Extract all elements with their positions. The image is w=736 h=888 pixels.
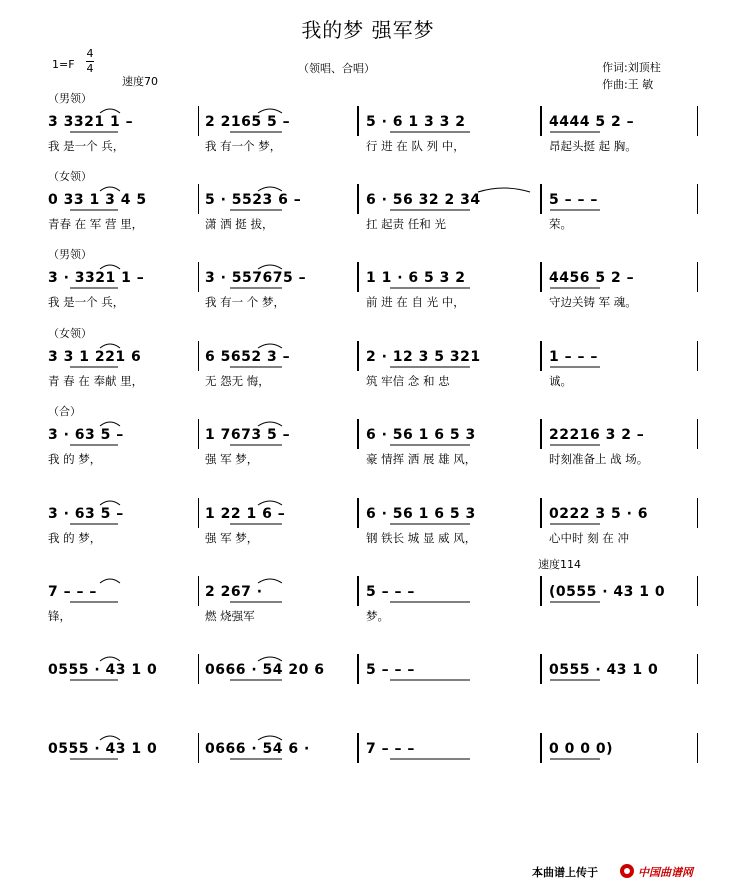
measure-notes: 5 – – –: [366, 662, 415, 678]
measure-lyrics: 筑 牢信 念 和 忠: [366, 374, 450, 388]
slur-arc: [100, 657, 120, 661]
lyricist-credit: 作词:刘顶柱: [602, 61, 661, 74]
bar-line: [540, 576, 542, 606]
measure-lyrics: 青春 在 军 营 里，: [48, 217, 144, 231]
bar-line: [198, 106, 199, 136]
tempo-change: 速度114: [538, 558, 581, 571]
bar-line: [198, 419, 199, 449]
measure-notes: 6 · 56 32 2 34: [366, 192, 481, 208]
measure-notes: 4444 5 2 –: [549, 114, 635, 130]
measure-notes: 7 – – –: [48, 584, 97, 600]
slur-arc: [478, 188, 530, 192]
measure-notes: 5 – – –: [366, 584, 415, 600]
bar-line: [540, 262, 542, 292]
bar-line: [198, 262, 199, 292]
measure-notes: 1 22 1 6 –: [205, 506, 286, 522]
footer-site-name: 中国曲谱网: [638, 866, 693, 879]
measure-lyrics: 我 的 梦，: [48, 531, 102, 545]
bar-line: [357, 262, 359, 292]
composer-credit: 作曲:王 敏: [602, 78, 654, 91]
measure-notes: 1 7673 5 –: [205, 427, 291, 443]
measure-lyrics: 荣。: [549, 217, 572, 231]
bar-line: [697, 184, 698, 214]
bar-line: [540, 106, 542, 136]
measure-notes: 3 3321 1 –: [48, 114, 134, 130]
measure-notes: (0555 · 43 1 0: [549, 584, 666, 600]
bar-line: [357, 106, 359, 136]
measure-lyrics: 我 有一 个 梦，: [205, 295, 285, 309]
slur-arc: [100, 109, 120, 113]
measure-lyrics: 梦。: [366, 609, 389, 623]
bar-line: [198, 654, 199, 684]
measure-notes: 3 · 3321 1 –: [48, 270, 145, 286]
time-signature-top: 4: [86, 47, 94, 60]
slur-arc: [258, 109, 282, 113]
measure-notes: 2 · 12 3 5 321: [366, 349, 481, 365]
measure-notes: 5 · 6 1 3 3 2: [366, 114, 466, 130]
measure-lyrics: 强 军 梦，: [205, 531, 259, 545]
measure-lyrics: 扛 起责 任和 光: [366, 217, 446, 231]
bar-line: [697, 733, 698, 763]
measure-notes: 5 · 5523 6 –: [205, 192, 302, 208]
measure-lyrics: 守边关铸 军 魂。: [549, 295, 637, 309]
measure-lyrics: 强 军 梦，: [205, 452, 259, 466]
measure-notes: 0222 3 5 · 6: [549, 506, 649, 522]
measure-lyrics: 诚。: [549, 374, 572, 388]
section-label: （女领）: [48, 327, 92, 340]
bar-line: [357, 341, 359, 371]
bar-line: [357, 184, 359, 214]
measure-lyrics: 心中时 刻 在 冲: [549, 531, 629, 545]
measure-lyrics: 我 有一个 梦，: [205, 139, 282, 153]
slur-arc: [258, 187, 282, 191]
measure-notes: 1 – – –: [549, 349, 598, 365]
measure-notes: 0555 · 43 1 0: [48, 741, 158, 757]
slur-arc: [258, 579, 282, 583]
bar-line: [540, 341, 542, 371]
measure-notes: 0 33 1 3 4 5: [48, 192, 147, 208]
bar-line: [697, 341, 698, 371]
slur-arc: [100, 344, 120, 348]
site-logo-icon: [620, 864, 634, 878]
bar-line: [540, 654, 542, 684]
measure-notes: 6 · 56 1 6 5 3: [366, 506, 476, 522]
slur-arc: [100, 187, 120, 191]
tempo-marking: 速度70: [122, 75, 158, 88]
key-signature: 1=F: [52, 58, 75, 71]
measure-notes: 2 2165 5 –: [205, 114, 291, 130]
bar-line: [198, 341, 199, 371]
measure-lyrics: 我 是一个 兵，: [48, 295, 125, 309]
slur-arc: [258, 344, 282, 348]
measure-lyrics: 青 春 在 奉献 里，: [48, 374, 144, 388]
measure-notes: 1 1 · 6 5 3 2: [366, 270, 466, 286]
measure-notes: 7 – – –: [366, 741, 415, 757]
measure-notes: 3 · 63 5 –: [48, 506, 124, 522]
slur-arc: [100, 265, 120, 269]
measure-lyrics: 钢 铁长 城 显 威 风，: [366, 531, 477, 545]
bar-line: [540, 498, 542, 528]
measure-lyrics: 锋，: [48, 609, 71, 623]
bar-line: [697, 106, 698, 136]
measure-lyrics: 无 怨无 悔，: [205, 374, 270, 388]
bar-line: [198, 498, 199, 528]
measure-notes: 22216 3 2 –: [549, 427, 645, 443]
slur-arc: [100, 422, 120, 426]
section-label: （合）: [48, 405, 81, 418]
bar-line: [357, 733, 359, 763]
measure-lyrics: 时刻准备上 战 场。: [549, 452, 649, 466]
time-signature-bottom: 4: [86, 62, 94, 75]
bar-line: [198, 576, 199, 606]
bar-line: [540, 184, 542, 214]
slur-arc: [258, 422, 282, 426]
measure-lyrics: 潇 洒 挺 拔，: [205, 217, 274, 231]
slur-arc: [100, 579, 120, 583]
measure-notes: 0555 · 43 1 0: [549, 662, 659, 678]
measure-notes: 2 267 ·: [205, 584, 263, 600]
measure-notes: 6 · 56 1 6 5 3: [366, 427, 476, 443]
slur-arc: [258, 265, 282, 269]
section-label: （女领）: [48, 170, 92, 183]
slur-arc: [258, 657, 282, 661]
measure-lyrics: 昂起头挺 起 胸。: [549, 139, 637, 153]
measure-lyrics: 前 进 在 自 光 中，: [366, 295, 465, 309]
measure-lyrics: 燃 烧强军: [205, 609, 255, 623]
measure-lyrics: 行 进 在 队 列 中，: [366, 139, 465, 153]
song-title: 我的梦 强军梦: [301, 18, 435, 42]
bar-line: [540, 733, 542, 763]
measure-notes: 0666 · 54 6 ·: [205, 741, 310, 757]
bar-line: [357, 419, 359, 449]
measure-lyrics: 我 是一个 兵，: [48, 139, 125, 153]
measure-notes: 3 · 557675 –: [205, 270, 307, 286]
bar-line: [697, 654, 698, 684]
slur-arc: [258, 501, 282, 505]
measure-notes: 3 · 63 5 –: [48, 427, 124, 443]
bar-line: [357, 576, 359, 606]
footer-upload-text: 本曲谱上传于: [532, 866, 598, 879]
measure-notes: 6 5652 3 –: [205, 349, 291, 365]
measure-notes: 0666 · 54 20 6: [205, 662, 325, 678]
measure-notes: 4456 5 2 –: [549, 270, 635, 286]
slur-arc: [100, 501, 120, 505]
time-signature: [82, 48, 98, 75]
bar-line: [697, 498, 698, 528]
bar-line: [357, 654, 359, 684]
performance-note: （领唱、合唱）: [298, 62, 375, 75]
measure-lyrics: 我 的 梦，: [48, 452, 102, 466]
measure-notes: 0 0 0 0): [549, 741, 613, 757]
bar-line: [198, 733, 199, 763]
bar-line: [697, 419, 698, 449]
bar-line: [198, 184, 199, 214]
section-label: （男领）: [48, 92, 92, 105]
bar-line: [697, 262, 698, 292]
section-label: （男领）: [48, 248, 92, 261]
bar-line: [697, 576, 698, 606]
measure-notes: 3 3 1 221 6: [48, 349, 142, 365]
bar-line: [357, 498, 359, 528]
measure-notes: 0555 · 43 1 0: [48, 662, 158, 678]
measure-lyrics: 豪 情挥 洒 展 雄 风，: [366, 452, 477, 466]
slur-arc: [258, 736, 282, 740]
bar-line: [540, 419, 542, 449]
slur-arc: [100, 736, 120, 740]
measure-notes: 5 – – –: [549, 192, 598, 208]
